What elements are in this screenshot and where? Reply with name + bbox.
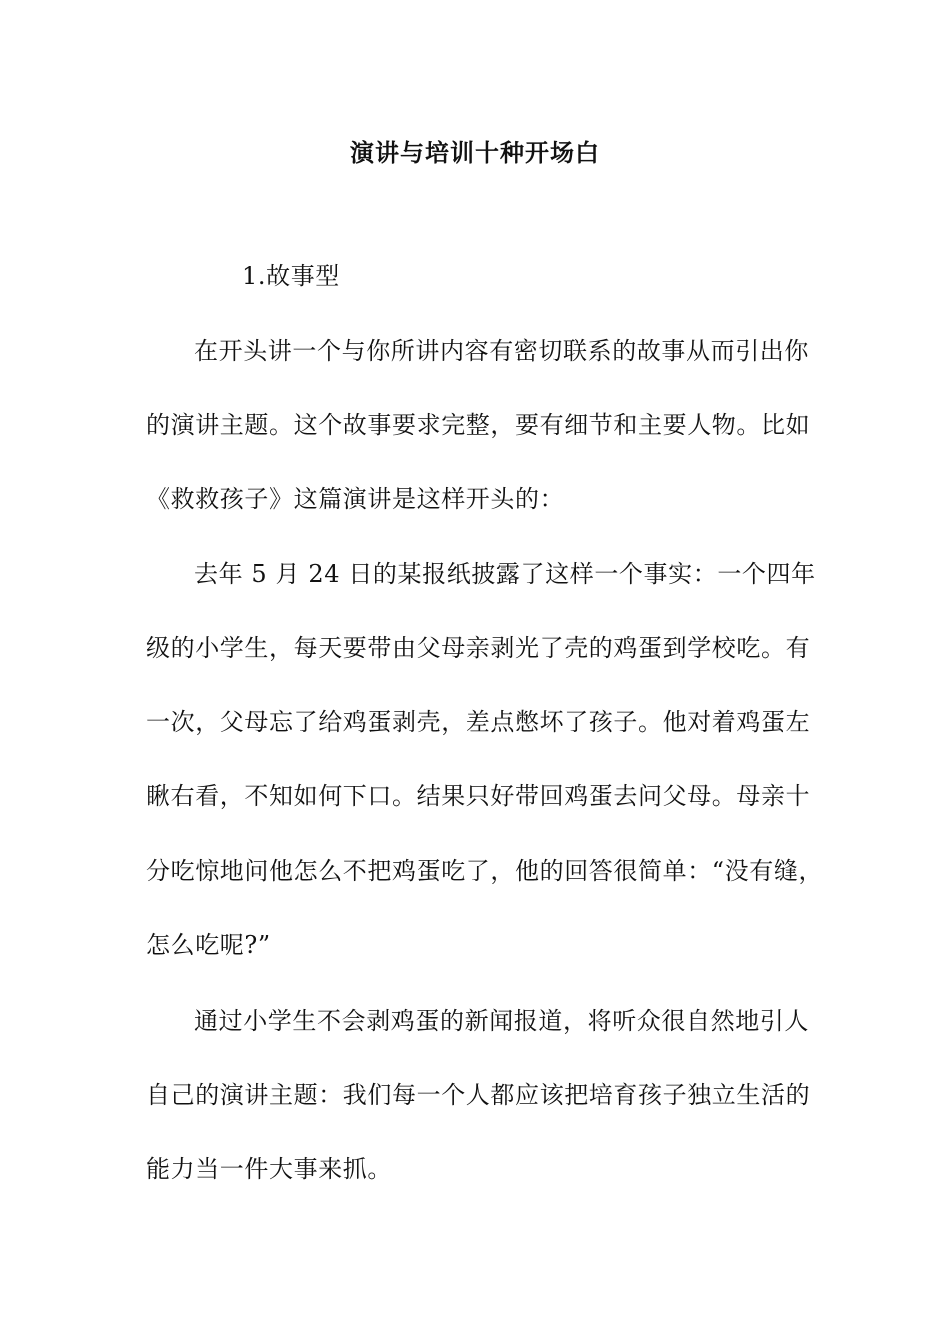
paragraph-line: 的演讲主题。这个故事要求完整，要有细节和主要人物。比如 xyxy=(146,411,811,439)
paragraph-line: 一次，父母忘了给鸡蛋剥壳，差点憋坏了孩子。他对着鸡蛋左 xyxy=(146,708,811,736)
paragraph-line: 分吃惊地问他怎么不把鸡蛋吃了，他的回答很简单：“没有缝， xyxy=(146,857,824,885)
paragraph-line: 级的小学生，每天要带由父母亲剥光了壳的鸡蛋到学校吃。有 xyxy=(146,634,811,662)
paragraph-line: 怎么吃呢?” xyxy=(146,931,271,959)
section-heading: 1.故事型 xyxy=(242,262,340,290)
paragraph-line: 在开头讲一个与你所讲内容有密切联系的故事从而引出你 xyxy=(194,337,809,365)
paragraph-line: 瞅右看，不知如何下口。结果只好带回鸡蛋去问父母。母亲十 xyxy=(146,782,811,810)
paragraph-line: 通过小学生不会剥鸡蛋的新闻报道，将听众很自然地引人 xyxy=(194,1007,809,1035)
paragraph-line: 能力当一件大事来抓。 xyxy=(146,1155,392,1183)
paragraph-line: 《救救孩子》这篇演讲是这样开头的： xyxy=(146,485,565,513)
document-title: 演讲与培训十种开场白 xyxy=(350,138,600,167)
paragraph-line: 自己的演讲主题：我们每一个人都应该把培育孩子独立生活的 xyxy=(146,1081,811,1109)
paragraph-line: 去年 5 月 24 日的某报纸披露了这样一个事实：一个四年 xyxy=(194,560,816,588)
